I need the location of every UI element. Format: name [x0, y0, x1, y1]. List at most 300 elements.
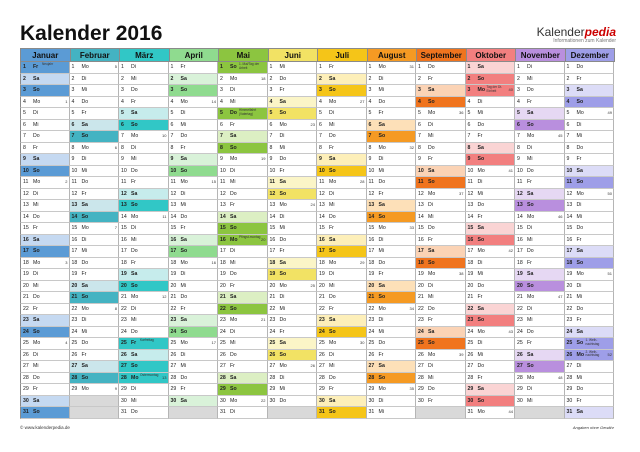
day-number: 22	[23, 305, 29, 312]
day-cell	[268, 85, 318, 97]
weekday-label: Mo	[477, 248, 485, 255]
day-cell	[317, 327, 367, 339]
day-number: 12	[517, 190, 523, 197]
day-number: 26	[566, 351, 573, 358]
week-number: 17	[211, 340, 216, 346]
weekday-label: Mo	[131, 374, 139, 381]
weekday-label: Fr	[477, 133, 483, 140]
day-number: 20	[368, 282, 375, 289]
day-number: 11	[467, 179, 473, 186]
day-cell	[416, 304, 466, 316]
weekday-label: Sa	[33, 317, 40, 324]
day-cell	[416, 338, 466, 350]
day-cell	[466, 131, 516, 143]
holiday-label: Himmelfahrt (Vatertag)	[239, 108, 257, 116]
day-number: 15	[71, 225, 78, 232]
day-cell	[70, 315, 120, 327]
day-number: 9	[566, 156, 570, 163]
day-number: 15	[368, 225, 375, 232]
day-cell	[367, 166, 417, 178]
day-number: 28	[368, 374, 375, 381]
day-cell	[515, 258, 565, 270]
day-cell	[515, 131, 565, 143]
day-number: 21	[269, 294, 276, 301]
day-number: 19	[23, 271, 29, 278]
day-cell	[218, 258, 268, 270]
weekday-label: Fr	[428, 75, 433, 82]
weekday-label: Sa	[329, 236, 336, 243]
day-cell	[268, 396, 318, 408]
day-number: 4	[467, 98, 471, 105]
day-cell	[466, 350, 516, 362]
weekday-label: Sa	[329, 75, 336, 82]
weekday-label: Mi	[428, 374, 434, 381]
day-cell	[119, 189, 169, 201]
day-number: 5	[418, 110, 421, 117]
weekday-label: Fr	[329, 225, 334, 232]
day-number: 19	[467, 271, 474, 278]
weekday-label: Mi	[81, 87, 87, 94]
day-number: 7	[368, 133, 372, 140]
day-cell	[218, 338, 268, 350]
day-number: 5	[467, 110, 471, 117]
day-number: 3	[418, 87, 421, 94]
weekday-label: Fr	[477, 374, 483, 381]
weekday-label: Sa	[230, 213, 237, 220]
day-number: 16	[418, 236, 424, 243]
day-cell	[218, 166, 268, 178]
day-number: 26	[220, 351, 226, 358]
day-cell	[218, 143, 268, 155]
weekday-label: Sa	[81, 363, 88, 370]
weekday-label: Mo	[378, 225, 386, 232]
day-number: 25	[368, 340, 375, 347]
weekday-label: Mo	[279, 282, 287, 289]
weekday-label: So	[131, 363, 138, 370]
day-cell	[367, 246, 417, 258]
day-cell	[169, 177, 219, 189]
day-number: 1	[566, 64, 570, 70]
day-number: 29	[368, 386, 375, 393]
week-number: 47	[558, 294, 563, 300]
day-number: 24	[566, 328, 573, 335]
weekday-label: Do	[428, 386, 435, 393]
weekday-label: Mo	[527, 133, 535, 140]
day-cell	[119, 327, 169, 339]
day-number: 30	[220, 397, 226, 404]
week-number: 24	[310, 202, 315, 208]
day-number: 15	[566, 225, 573, 232]
weekday-label: So	[279, 271, 287, 278]
holiday-label: 1. Mai/Tag der Arbeit	[239, 62, 260, 70]
weekday-label: Mo	[81, 386, 89, 393]
day-number: 3	[220, 87, 223, 94]
month-header-12: Dezember	[565, 48, 616, 62]
day-number: 16	[517, 236, 523, 243]
weekday-label: Fr	[378, 351, 384, 358]
weekday-label: Di	[180, 271, 186, 278]
day-cell	[367, 212, 417, 224]
day-number: 9	[121, 156, 124, 163]
week-number: 2	[65, 179, 68, 185]
day-cell	[317, 350, 367, 362]
weekday-label: Mo	[81, 305, 89, 312]
day-number: 6	[71, 121, 75, 128]
weekday-label: Fr	[329, 386, 334, 393]
day-cell	[119, 407, 169, 419]
day-number: 28	[517, 374, 523, 381]
day-number: 15	[170, 225, 177, 232]
day-cell	[367, 108, 417, 120]
weekday-label: Do	[33, 294, 40, 301]
day-number: 26	[170, 351, 177, 358]
day-cell	[416, 281, 466, 293]
weekday-label: So	[81, 133, 89, 140]
day-cell	[367, 85, 417, 97]
day-cell	[119, 200, 169, 212]
day-number: 17	[566, 248, 573, 255]
weekday-label: Mo	[81, 64, 89, 70]
day-cell	[169, 384, 219, 396]
day-cell	[268, 258, 318, 270]
day-number: 29	[566, 386, 573, 393]
day-number: 18	[23, 259, 29, 266]
weekday-label: Mi	[81, 167, 87, 174]
day-cell	[367, 143, 417, 155]
day-number: 24	[71, 328, 78, 335]
day-number: 16	[467, 236, 474, 243]
day-number: 5	[220, 110, 223, 117]
weekday-label: Di	[33, 351, 38, 358]
day-cell	[466, 62, 516, 74]
day-cell	[317, 304, 367, 316]
day-number: 20	[418, 282, 424, 289]
day-number: 13	[71, 202, 78, 209]
day-cell	[466, 338, 516, 350]
day-cell	[268, 361, 318, 373]
weekday-label: Mi	[230, 259, 236, 266]
day-cell	[416, 177, 466, 189]
day-cell	[416, 200, 466, 212]
weekday-label: Mi	[477, 190, 483, 197]
footer-source: © www.kalenderpedia.de	[20, 425, 70, 430]
weekday-label: Mi	[378, 87, 384, 94]
weekday-label: Sa	[378, 363, 385, 370]
week-number: 40	[508, 87, 513, 93]
weekday-label: Mi	[180, 121, 186, 128]
weekday-label: Sa	[378, 121, 385, 128]
day-number: 2	[71, 75, 75, 82]
brand-logo	[537, 25, 616, 44]
day-cell	[20, 189, 70, 201]
day-cell	[317, 200, 367, 212]
weekday-label: Mo	[329, 98, 337, 105]
weekday-label: So	[180, 248, 188, 255]
day-number: 15	[121, 225, 127, 232]
weekday-label: Do	[81, 340, 89, 347]
weekday-label: Di	[527, 305, 532, 312]
day-number: 1	[319, 64, 322, 70]
day-cell	[119, 373, 169, 385]
day-cell	[119, 269, 169, 281]
day-number: 8	[71, 144, 75, 151]
day-cell	[367, 258, 417, 270]
day-number: 18	[269, 259, 276, 266]
weekday-label: Fr	[33, 144, 38, 151]
day-number: 13	[220, 202, 226, 209]
weekday-label: Di	[131, 305, 136, 312]
day-cell	[317, 62, 367, 74]
weekday-label: Mo	[230, 75, 238, 82]
day-cell	[218, 407, 268, 419]
weekday-label: So	[329, 409, 336, 416]
day-number: 27	[121, 363, 127, 370]
day-number: 1	[121, 64, 124, 70]
day-number: 28	[71, 374, 78, 381]
day-number: 27	[71, 363, 78, 370]
weekday-label: Fr	[378, 190, 384, 197]
day-cell	[169, 166, 219, 178]
day-cell	[416, 212, 466, 224]
week-number: 36	[459, 110, 464, 116]
day-number: 13	[319, 202, 325, 209]
weekday-label: Fr	[81, 110, 87, 117]
day-number: 4	[269, 98, 273, 105]
weekday-label: Sa	[428, 328, 435, 335]
day-cell	[70, 131, 120, 143]
weekday-label: Sa	[576, 167, 583, 174]
day-number: 10	[170, 167, 177, 174]
day-number: 29	[319, 386, 325, 393]
day-cell	[317, 108, 367, 120]
day-cell	[466, 246, 516, 258]
day-cell	[268, 246, 318, 258]
day-number: 16	[170, 236, 177, 243]
day-number: 13	[368, 202, 375, 209]
day-number: 13	[467, 202, 474, 209]
week-number: 9	[114, 386, 117, 392]
day-cell	[317, 131, 367, 143]
weekday-label: Di	[428, 121, 433, 128]
day-number: 23	[467, 317, 474, 324]
weekday-label: Fr	[527, 259, 532, 266]
day-cell	[70, 281, 120, 293]
day-cell	[169, 246, 219, 258]
weekday-label: Sa	[131, 351, 138, 358]
brand-name	[537, 25, 616, 39]
day-number: 13	[121, 202, 127, 209]
day-number: 30	[418, 397, 424, 404]
weekday-label: Mo	[378, 305, 386, 312]
day-number: 1	[368, 64, 372, 70]
day-cell	[169, 281, 219, 293]
footer-disclaimer: Angaben ohne Gewähr	[572, 425, 614, 430]
day-number: 5	[71, 110, 75, 117]
day-cell	[515, 292, 565, 304]
weekday-label: So	[33, 409, 40, 416]
day-number: 23	[269, 317, 276, 324]
day-cell	[515, 189, 565, 201]
weekday-label: Fr	[180, 305, 186, 312]
day-number: 6	[566, 121, 570, 128]
day-number: 13	[517, 202, 523, 209]
day-cell	[515, 120, 565, 132]
weekday-label: Fr	[131, 98, 136, 105]
weekday-label: Mo	[279, 363, 287, 370]
weekday-label: Do	[378, 259, 386, 266]
weekday-label: So	[527, 282, 534, 289]
weekday-label: Mo	[477, 167, 485, 174]
weekday-label: Sa	[131, 271, 138, 278]
day-number: 5	[170, 110, 174, 117]
day-number: 12	[121, 190, 127, 197]
day-number: 17	[220, 248, 226, 255]
week-number: 39	[459, 351, 464, 357]
month-header-11: November	[515, 48, 566, 62]
weekday-label: Mo	[33, 179, 41, 186]
day-cell	[20, 304, 70, 316]
week-number: 6	[114, 144, 117, 150]
weekday-label: Di	[428, 282, 433, 289]
day-number: 7	[566, 133, 570, 140]
day-number: 17	[71, 248, 78, 255]
weekday-label: Di	[329, 351, 334, 358]
weekday-label: So	[81, 294, 89, 301]
weekday-label: Mi	[576, 133, 582, 140]
day-cell	[169, 315, 219, 327]
day-cell	[119, 246, 169, 258]
weekday-label: Mi	[477, 351, 483, 358]
weekday-label: So	[477, 397, 485, 404]
day-number: 10	[319, 167, 325, 174]
day-number: 10	[71, 167, 78, 174]
weekday-label: So	[329, 87, 336, 94]
day-cell	[20, 74, 70, 86]
day-cell	[317, 166, 367, 178]
weekday-label: Fr	[477, 294, 483, 301]
day-number: 22	[170, 305, 177, 312]
day-cell	[416, 62, 466, 74]
weekday-label: Do	[230, 190, 237, 197]
day-number: 12	[71, 190, 78, 197]
day-cell	[416, 361, 466, 373]
day-cell	[565, 384, 615, 396]
day-number: 7	[517, 133, 520, 140]
day-number: 8	[368, 144, 372, 151]
day-number: 9	[269, 156, 273, 163]
day-number: 6	[368, 121, 372, 128]
day-number: 28	[23, 374, 29, 381]
weekday-label: So	[230, 386, 237, 393]
weekday-label: Sa	[33, 75, 40, 82]
day-cell	[565, 143, 615, 155]
day-cell	[218, 235, 268, 247]
day-cell	[119, 292, 169, 304]
day-number: 21	[418, 294, 424, 301]
weekday-label: Do	[527, 248, 534, 255]
day-number: 19	[220, 271, 226, 278]
weekday-label: Do	[378, 98, 386, 105]
day-number: 17	[319, 248, 325, 255]
day-cell	[367, 407, 417, 419]
day-cell	[70, 361, 120, 373]
weekday-label: Do	[527, 328, 534, 335]
weekday-label: Sa	[230, 294, 237, 301]
weekday-label: Sa	[180, 317, 187, 324]
day-number: 31	[319, 409, 325, 416]
weekday-label: Mi	[329, 363, 335, 370]
weekday-label: Do	[576, 305, 584, 312]
day-cell	[268, 212, 318, 224]
day-number: 14	[170, 213, 177, 220]
weekday-label: So	[279, 351, 287, 358]
weekday-label: Do	[428, 305, 435, 312]
day-number: 11	[517, 179, 523, 186]
day-number: 4	[170, 98, 174, 105]
day-cell	[119, 235, 169, 247]
weekday-label: Sa	[378, 202, 385, 209]
day-cell	[218, 189, 268, 201]
weekday-label: Di	[329, 190, 334, 197]
day-cell	[466, 154, 516, 166]
weekday-label: Mi	[180, 363, 186, 370]
day-cell	[70, 304, 120, 316]
day-number: 19	[566, 271, 573, 278]
weekday-label: Mi	[33, 202, 39, 209]
day-cell	[565, 258, 615, 270]
weekday-label: Mi	[131, 156, 137, 163]
day-number: 12	[269, 190, 276, 197]
day-cell	[70, 166, 120, 178]
month-header-9: September	[416, 48, 467, 62]
weekday-label: Mi	[576, 213, 582, 220]
day-cell	[317, 97, 367, 109]
day-cell	[565, 373, 615, 385]
day-cell	[119, 281, 169, 293]
day-cell	[70, 200, 120, 212]
day-cell	[169, 292, 219, 304]
day-number: 12	[23, 190, 29, 197]
day-number: 30	[368, 397, 375, 404]
day-cell	[119, 74, 169, 86]
day-number: 30	[319, 397, 325, 404]
weekday-label: Sa	[527, 351, 534, 358]
day-cell	[515, 246, 565, 258]
day-number: 17	[517, 248, 523, 255]
weekday-label: Do	[329, 374, 336, 381]
day-cell	[218, 108, 268, 120]
day-cell	[416, 189, 466, 201]
day-number: 6	[418, 121, 421, 128]
day-number: 31	[566, 409, 573, 416]
weekday-label: Fr	[131, 340, 137, 347]
day-cell	[515, 108, 565, 120]
week-number: 49	[607, 110, 612, 116]
day-number: 21	[467, 294, 474, 301]
weekday-label: So	[230, 144, 237, 151]
weekday-label: Mo	[279, 202, 287, 209]
day-cell	[466, 361, 516, 373]
day-cell	[565, 200, 615, 212]
day-number: 17	[23, 248, 29, 255]
day-number: 25	[517, 340, 523, 347]
weekday-label: So	[527, 202, 534, 209]
week-number: 12	[162, 294, 167, 300]
day-number: 24	[418, 328, 424, 335]
weekday-label: Mi	[33, 121, 39, 128]
weekday-label: Do	[527, 167, 534, 174]
weekday-label: Mi	[576, 294, 582, 301]
